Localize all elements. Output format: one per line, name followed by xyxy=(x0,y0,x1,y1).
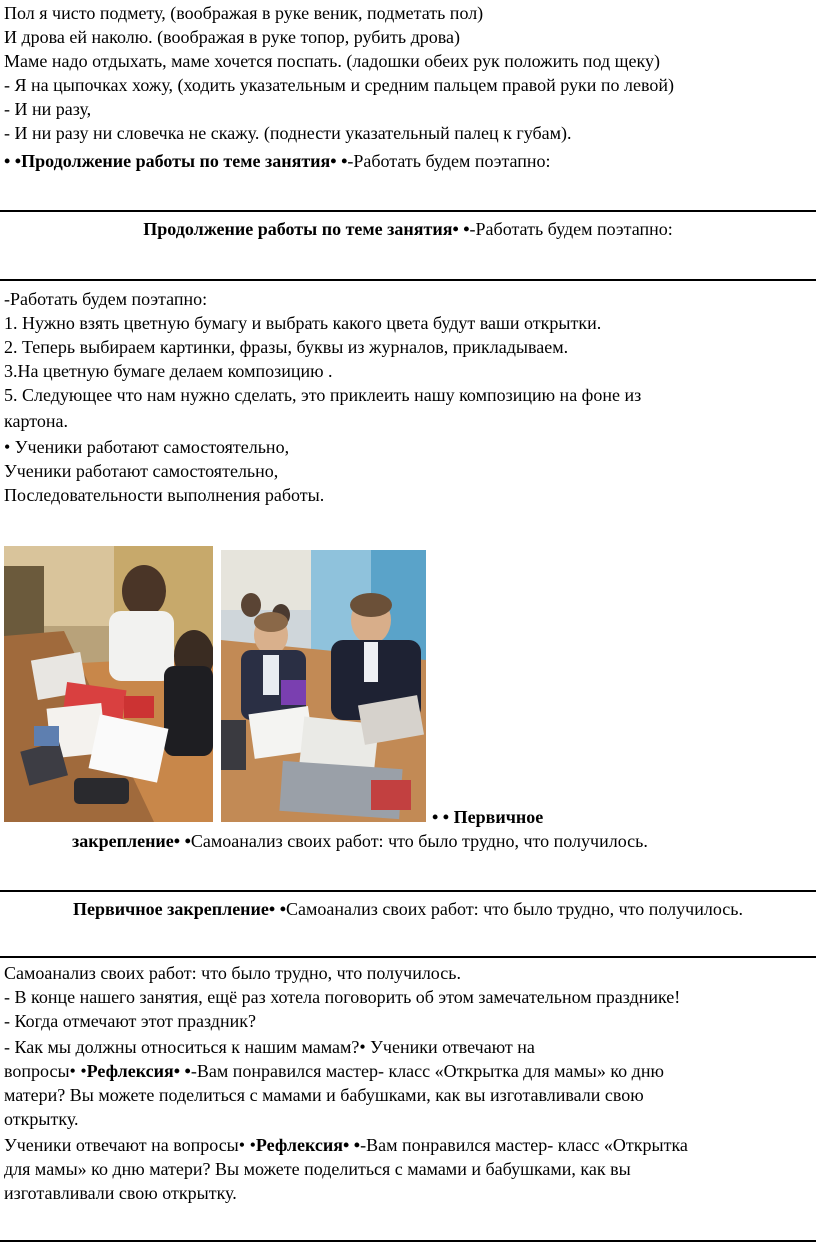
reflection-a-bold: Рефлексия• • xyxy=(86,1061,191,1081)
section2-caption-bold-1: • • Первичное xyxy=(432,807,544,827)
intro-line-6: - И ни разу ни словечка не скажу. (поднести указательный палец к губам). xyxy=(4,123,572,143)
step-line-2: 2. Теперь выбираем картинки, фразы, буквы из журналов, прикладываем. xyxy=(4,337,569,357)
reflection-a-normal: вопросы• • xyxy=(4,1061,87,1081)
intro-line-3: Маме надо отдыхать, маме хочется поспать. (ладошки обеих рук положить под щеку) xyxy=(4,51,660,71)
intro-line-2: И дрова ей наколю. (воображая в руке топор, рубить дрова) xyxy=(4,27,461,47)
reflection-line-9: для мамы» ко дню матери? Вы можете поделиться с мамами и бабушками, как вы xyxy=(4,1159,631,1179)
divider-1 xyxy=(0,210,816,212)
section2-caption-line-2 xyxy=(72,830,816,852)
section1-heading-bold: Продолжение работы по теме занятия• • xyxy=(143,219,470,239)
reflection-d-bold: Рефлексия• • xyxy=(255,1135,361,1155)
intro-line-5: - И ни разу, xyxy=(4,99,92,119)
reflection-line-6: матери? Вы можете поделиться с мамами и бабушками, как вы изготавливали свою xyxy=(4,1085,644,1105)
step-line-0: -Работать будем поэтапно: xyxy=(4,289,208,309)
section1-heading-rest: -Работать будем поэтапно: xyxy=(469,219,673,239)
section1-heading xyxy=(0,218,816,240)
section2-heading-rest: Самоанализ своих работ: что было трудно, что получилось. xyxy=(286,899,743,919)
reflection-d-rest: -Вам понравился мастер- класс «Открытка xyxy=(360,1135,688,1155)
section2-caption-rest: Самоанализ своих работ: что было трудно, что получилось. xyxy=(190,831,648,851)
section1-bullet-bold: • •Продолжение работы по теме занятия• • xyxy=(4,151,348,171)
reflection-d-normal: Ученики отвечают на вопросы• • xyxy=(4,1135,256,1155)
photo-girls-working xyxy=(4,546,213,822)
reflection-a-rest: -Вам понравился мастер- класс «Открытка для мамы» ко дню xyxy=(190,1061,664,1081)
section2-heading xyxy=(0,898,816,920)
step-line-1: 1. Нужно взять цветную бумагу и выбрать какого цвета будут ваши открытки. xyxy=(4,313,602,333)
reflection-line-10: изготавливали свою открытку. xyxy=(4,1183,237,1203)
section2-caption-line-1 xyxy=(432,806,816,828)
photo-boys-working xyxy=(221,550,426,822)
reflection-line-7: открытку. xyxy=(4,1109,79,1129)
section2-heading-bold: Первичное закрепление• • xyxy=(73,899,287,919)
reflection-line-4: - Как мы должны относиться к нашим мамам?• Ученики отвечают на xyxy=(4,1037,535,1057)
divider-4 xyxy=(0,956,816,958)
reflection-line-5 xyxy=(4,1060,816,1082)
step-line-5: картона. xyxy=(4,411,68,431)
intro-line-4: - Я на цыпочках хожу, (ходить указательным и средним пальцем правой руки по левой) xyxy=(4,75,674,95)
work-line-3: Последовательности выполнения работы. xyxy=(4,485,325,505)
reflection-line-1: Самоанализ своих работ: что было трудно, что получилось. xyxy=(4,963,461,983)
section2-caption-bold-2: закрепление• • xyxy=(72,831,191,851)
reflection-line-2: - В конце нашего занятия, ещё раз хотела поговорить об этом замечательном празднике! xyxy=(4,987,681,1007)
work-line-1: • Ученики работают самостоятельно, xyxy=(4,437,290,457)
reflection-line-3: - Когда отмечают этот праздник? xyxy=(4,1011,256,1031)
section1-bullet-line xyxy=(4,150,816,172)
divider-3 xyxy=(0,890,816,892)
step-line-4: 5. Следующее что нам нужно сделать, это приклеить нашу композицию на фоне из xyxy=(4,385,642,405)
intro-line-1: Пол я чисто подмету, (воображая в руке веник, подметать пол) xyxy=(4,3,484,23)
work-line-2: Ученики работают самостоятельно, xyxy=(4,461,279,481)
reflection-line-8 xyxy=(4,1134,816,1156)
divider-5 xyxy=(0,1240,816,1242)
section1-bullet-rest: -Работать будем поэтапно: xyxy=(347,151,551,171)
divider-2 xyxy=(0,279,816,281)
step-line-3: 3.На цветную бумаге делаем композицию . xyxy=(4,361,333,381)
